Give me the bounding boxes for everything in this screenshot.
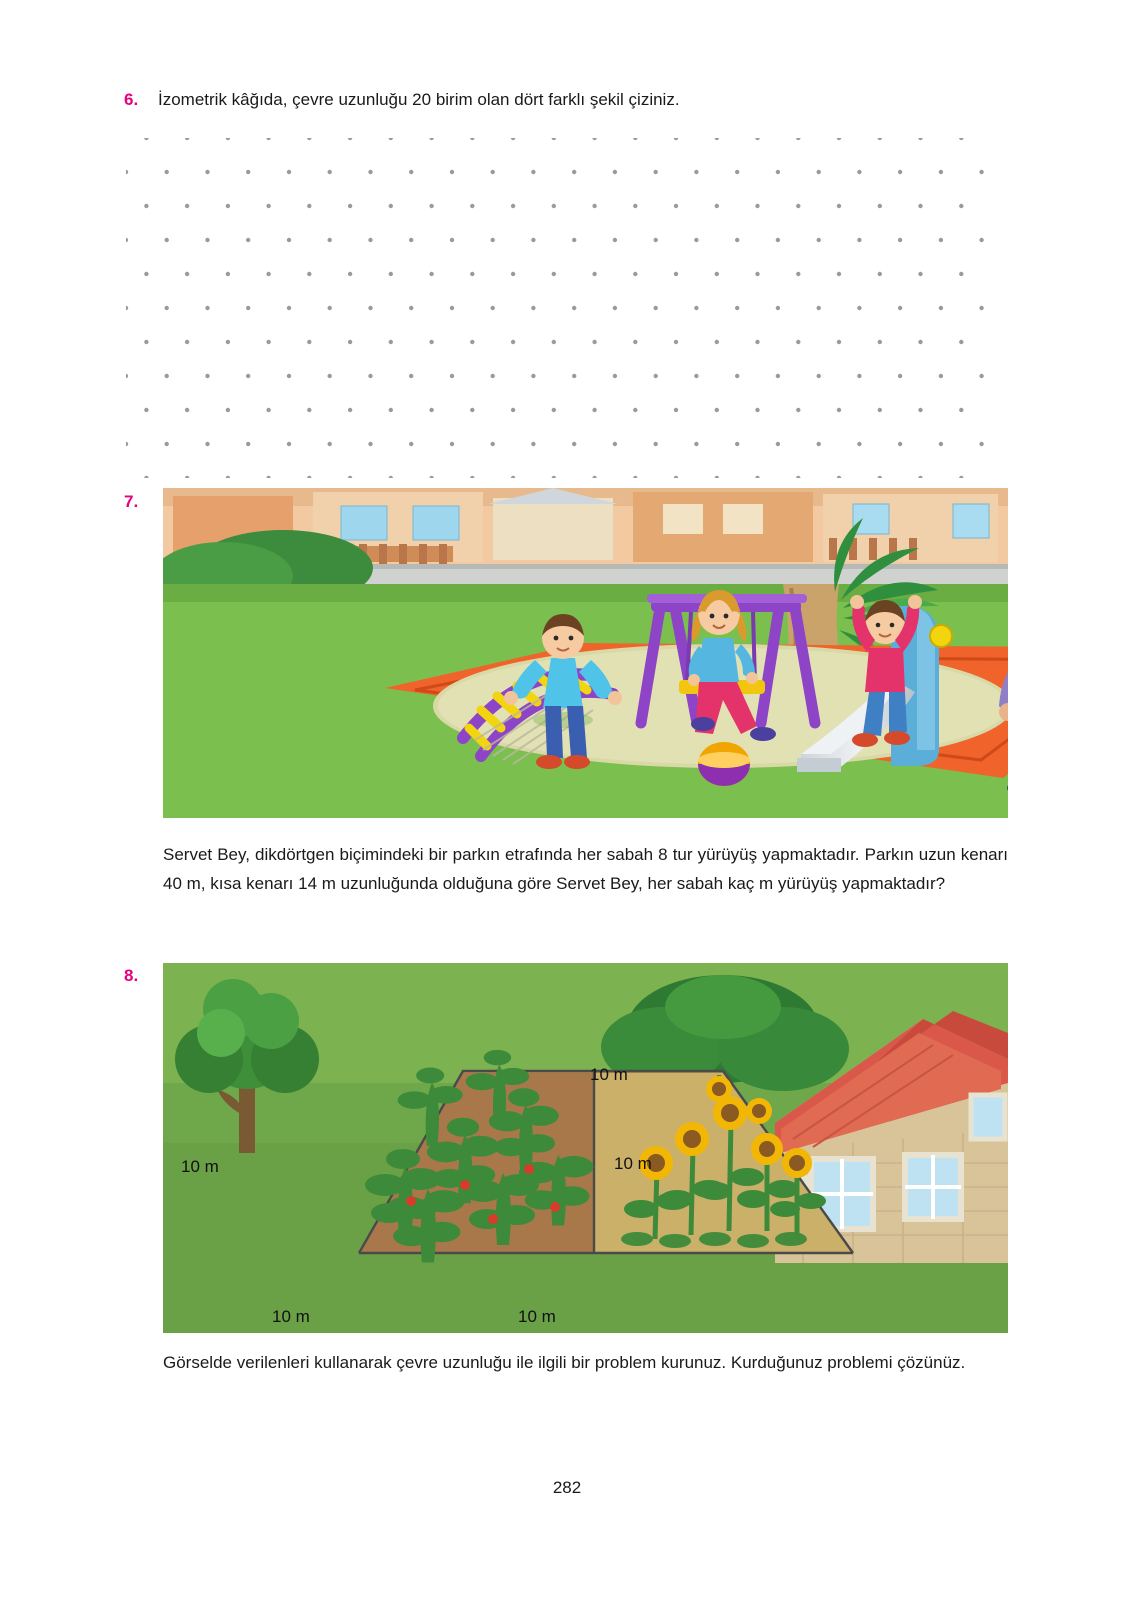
garden-fields-illustration <box>163 963 1008 1333</box>
question-6 <box>124 88 1024 113</box>
question-8-number: 8. <box>124 966 139 985</box>
field-label-top: 10 m <box>590 1065 628 1084</box>
isometric-dot-grid <box>126 138 1002 478</box>
question-8-text: Görselde verilenleri kullanarak çevre uzunluğu ile ilgili bir problem kurunuz. Kurduğunuz problemi çözünüz. <box>163 1353 966 1372</box>
field-label-bottom-right: 10 m <box>518 1307 556 1326</box>
field-label-bottom-left: 10 m <box>272 1307 310 1326</box>
field-label-left: 10 m <box>181 1157 219 1176</box>
field-label-right: 10 m <box>614 1154 652 1173</box>
question-7-number: 7. <box>124 492 139 511</box>
playground-illustration <box>163 488 1008 818</box>
question-7-text: Servet Bey, dikdörtgen biçimindeki bir parkın etrafında her sabah 8 tur yürüyüş yapmaktadır. Parkın uzun kenarı 40 m, kısa kenarı 14 m uzunluğunda olduğuna göre Servet Bey, her sabah kaç m yürüyüş yapmaktadır? <box>163 845 1008 894</box>
question-6-number: 6. <box>124 90 139 109</box>
question-6-text: İzometrik kâğıda, çevre uzunluğu 20 birim olan dört farklı şekil çiziniz. <box>158 90 680 109</box>
page-number: 282 <box>552 1478 582 1497</box>
